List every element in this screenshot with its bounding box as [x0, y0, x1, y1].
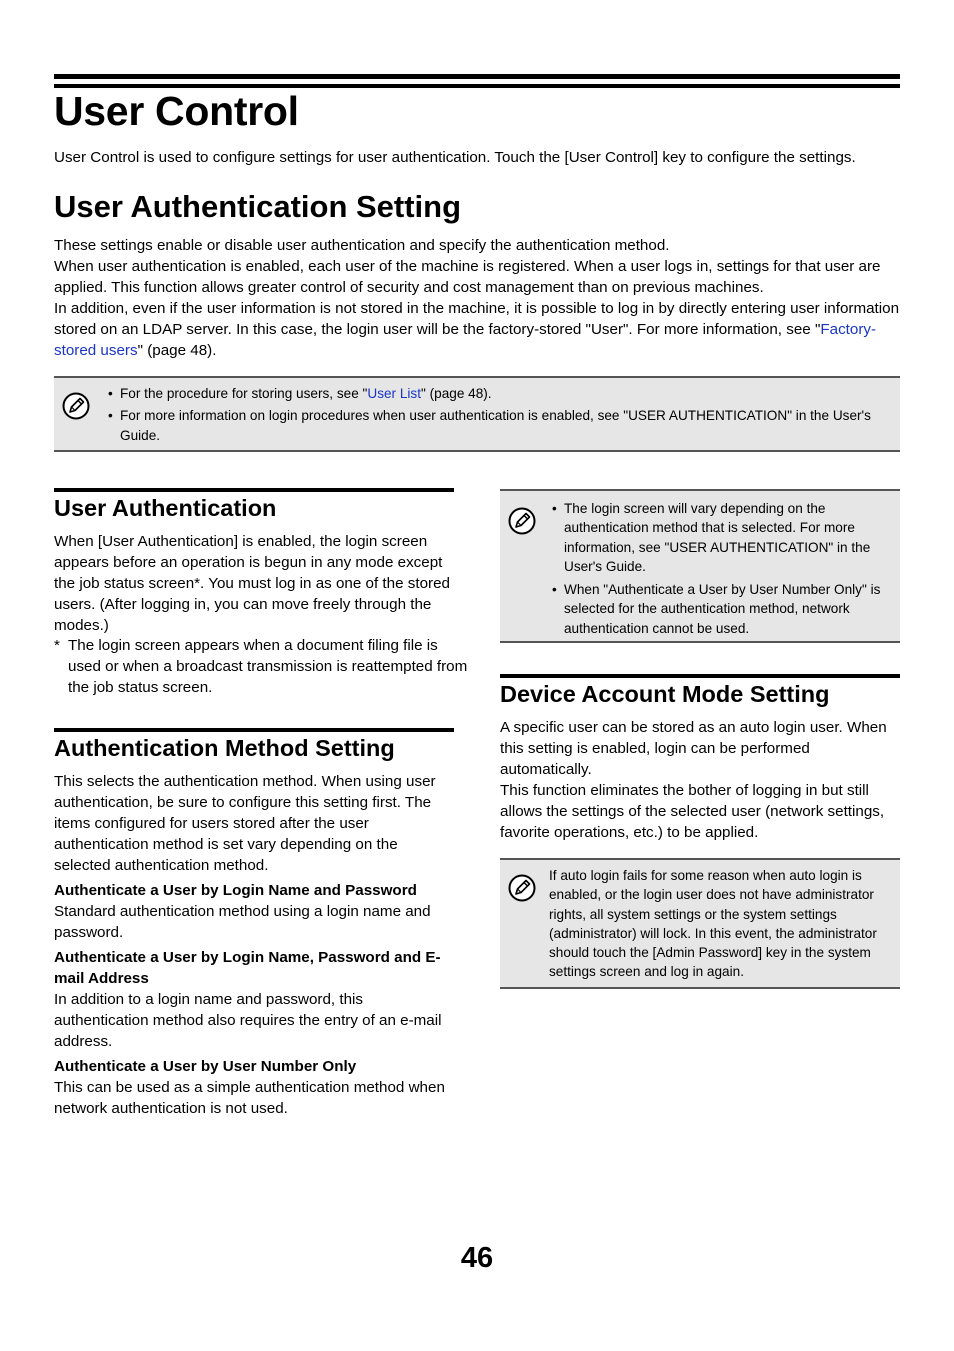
note-box-user-list: [54, 376, 900, 452]
ua-body: When [User Authentication] is enabled, the login screen appears before an operation is begun in any mode except the job status screen*. You must log in as one of the stored users. (After logging in, you can move freely through the modes.): [54, 533, 450, 634]
note-auto-login-text: If auto login fails for some reason when auto login is enabled, or the login user does not have administrator rights, all system settings or the system settings (administrator) will lock. In this event, the administrator should touch the [Admin Password] key in the system settings screen and log in again.: [549, 868, 877, 980]
note-pencil-icon: [508, 507, 536, 535]
ams-body: This selects the authentication method. When using user authentication, be sure to configure this setting first. The items configured for users stored after the user authentication method is set vary depending on the selected authentication method.: [54, 773, 436, 874]
method2-body: In addition to a login name and password, this authentication method also requires the entry of an e-mail address.: [54, 991, 442, 1050]
dams-heading: Device Account Mode Setting: [500, 681, 830, 707]
factory-stored-users-link[interactable]: Factory-stored users: [54, 321, 877, 359]
dams-rule: [500, 674, 900, 678]
intro-text: User Control is used to configure settings for user authentication. Touch the [User Control] key to configure the settings.: [54, 149, 856, 166]
method1-title: Authenticate a User by Login Name and Password: [54, 882, 417, 899]
note-pencil-icon: [508, 874, 536, 902]
note-item-user-number: • When "Authenticate a User by User Number Only" is selected for the authentication method, network authentication cannot be used.: [552, 580, 892, 638]
uas-para2: When user authentication is enabled, each user of the machine is registered. When a user logs in, settings for that user are applied. This function allows greater control of security and cost management than on previous machines.: [54, 258, 881, 296]
note-pencil-icon: [62, 392, 90, 420]
ua-heading: User Authentication: [54, 495, 277, 521]
uas-para3-suffix: " (page 48).: [137, 342, 217, 359]
ams-heading: Authentication Method Setting: [54, 735, 395, 761]
uas-para3-text: In addition, even if the user information is not stored in the machine, it is possible to log in by directly entering user information stored on an LDAP server. In this case, the login user will be the factory-stored "User". For more information, see ": [54, 300, 900, 338]
note-item-user-list: [108, 384, 888, 403]
top-rule-thick: [54, 74, 900, 79]
method3-body: This can be used as a simple authentication method when network authentication is not used.: [54, 1079, 445, 1117]
dams-body1: A specific user can be stored as an auto login user. When this setting is enabled, login can be performed automatically.: [500, 719, 887, 778]
user-list-link[interactable]: User List: [367, 386, 422, 401]
note-item-login-screen: • The login screen will vary depending on the authentication method that is selected. For more information, see "USER AUTHENTICATION" in the User's Guide.: [552, 499, 892, 576]
page-number: 46: [460, 1242, 494, 1274]
method2-title: Authenticate a User by Login Name, Password and E-mail Address: [54, 949, 441, 987]
method1-body: Standard authentication method using a login name and password.: [54, 903, 431, 941]
uas-heading: User Authentication Setting: [54, 189, 462, 224]
ua-rule: [54, 488, 454, 492]
footnote-marker: *: [54, 637, 60, 654]
note-item-suffix: " (page 48).: [421, 386, 492, 401]
dams-body2: This function eliminates the bother of logging in but still allows the settings of the selected user (network settings, favorite operations, etc.) to be applied.: [500, 782, 885, 841]
uas-para1: These settings enable or disable user authentication and specify the authentication method.: [54, 237, 670, 254]
footnote-text: The login screen appears when a document filing file is used or when a broadcast transmission is reattempted from the job status screen.: [68, 637, 468, 696]
note-box-login-screen: [500, 489, 900, 643]
note-box-auto-login: [500, 858, 900, 989]
uas-para3: [54, 298, 900, 361]
ua-footnote: [54, 635, 468, 698]
note-item-text: For the procedure for storing users, see ": [120, 386, 368, 401]
page-title: User Control: [54, 88, 299, 134]
ams-rule: [54, 728, 454, 732]
note-item-login-procedures: • For more information on login procedures when user authentication is enabled, see "USER AUTHENTICATION" in the User's Guide.: [108, 406, 888, 445]
method3-title: Authenticate a User by User Number Only: [54, 1058, 357, 1075]
